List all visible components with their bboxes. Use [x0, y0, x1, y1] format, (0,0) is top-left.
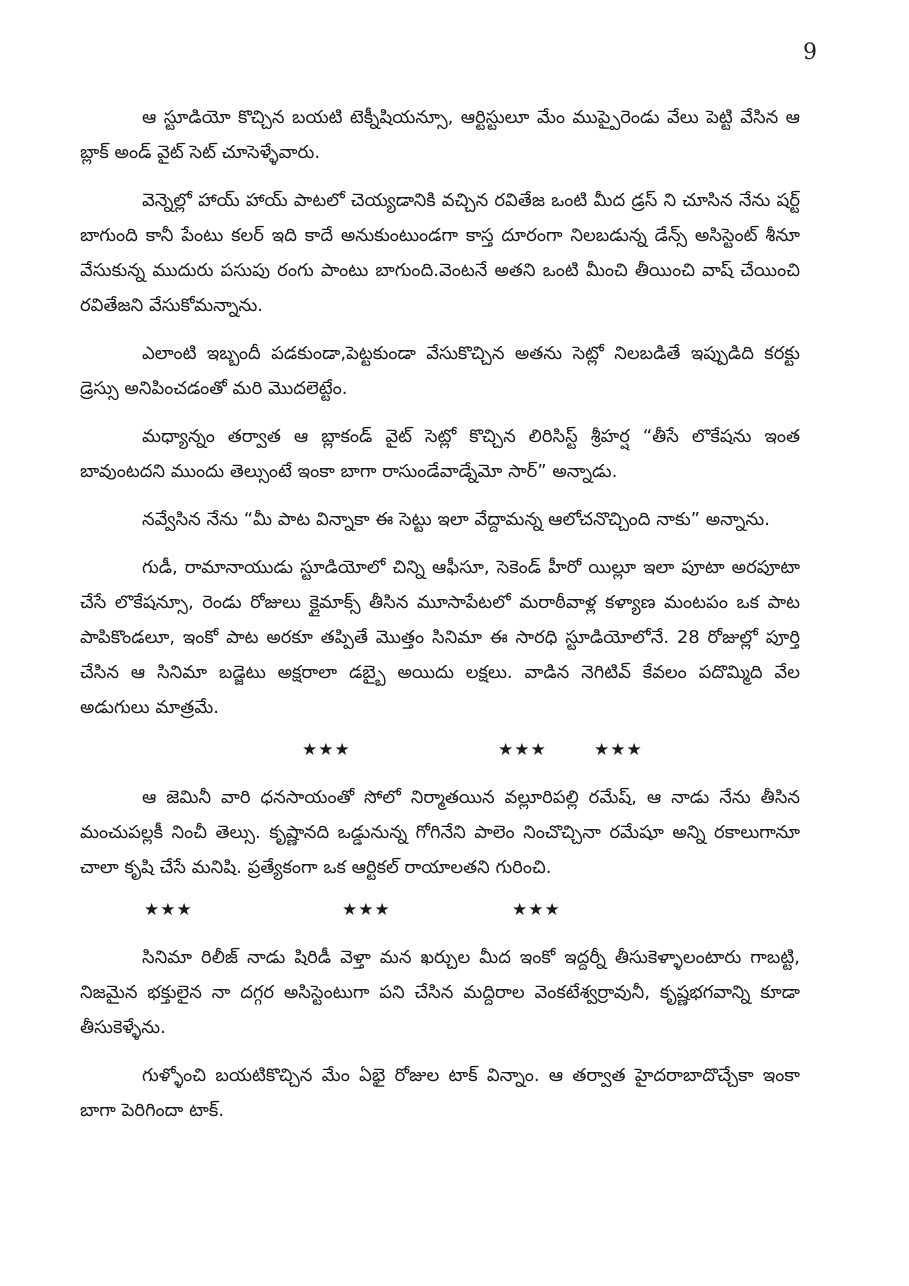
paragraph-2: వెన్నెల్లో హాయ్ హాయ్ పాటలో చెయ్యడానికి వచ్చిన రవితేజ ఒంటి మీద డ్రస్ ని చూసిన నేను షర్ట్ బాగుంది కానీ పేంటు కలర్ ఇది కాదే అనుకుంటుండగా కాస్త దూరంగా నిలబడున్న డేన్స్ అసిస్టెంట్ శీనూ వేసుకున్న ముదురు పసుపు రంగు పాంటు బాగుంది.వెంటనే అతని ఒంటి మీంచి తీయించి వాష్ చేయించి రవితేజని వేసుకోమన్నాను.: [80, 190, 800, 316]
separator-stars: ★★★: [144, 900, 193, 920]
separator-stars: ★★★: [302, 740, 351, 760]
paragraph-1: ఆ స్టూడియో కొచ్చిన బయటి టెక్నీషియన్సూ, ఆర్టిస్టులూ మేం ముప్పైరెండు వేలు పెట్టి వేసిన ఆ బ్లాక్ అండ్ వైట్ సెట్ చూసెళ్ళేవారు.: [80, 107, 800, 163]
paragraph-9: గుళ్ళోంచి బయటికొచ్చిన మేం ఏభై రోజుల టాక్ విన్నాం. ఆ తర్వాత హైదరాబాదొచ్చేకా ఇంకా బాగా పెరిగిందా టాక్.: [80, 1065, 800, 1121]
separator-stars: ★★★: [512, 900, 561, 920]
separator-stars: ★★★: [498, 740, 547, 760]
section-separator-2: [80, 898, 800, 930]
paragraph-5: నవ్వేసిన నేను “మీ పాట విన్నాకా ఈ సెట్టు ఇలా వేద్దామన్న ఆలోచనొచ్చింది నాకు” అన్నాను.: [142, 509, 770, 530]
paragraph-4: మధ్యాన్నం తర్వాత ఆ బ్లాకండ్ వైట్ సెట్లో కొచ్చిన లిరిసిస్ట్ శ్రీహర్ష “తీసే లొకేషను ఇంత బావుంటదని ముందు తెల్సుంటే ఇంకా బాగా రాసుండేవాడ్నేమో సార్” అన్నాడు.: [80, 426, 800, 482]
separator-stars: ★★★: [594, 740, 643, 760]
paragraph-6: గుడీ, రామానాయుడు స్టూడియోలో చిన్ని ఆఫీసూ, సెకెండ్ హీరో యిల్లూ ఇలా పూటా అరపూటా చేసే లొకేషన్సూ, రెండు రోజులు క్లైమాక్స్ తీసిన మూసాపేటలో మరాఠీవాళ్ల కళ్యాణ మంటపం ఒక పాట పాపికొండలూ, ఇంకో పాట అరకూ తప్పితే మొత్తం సినిమా ఈ సారధి స్టూడియోలోనే. 28 రోజుల్లో పూర్తి చేసిన ఆ సినిమా బడ్జెటు అక్షరాలా డబ్బై అయిదు లక్షలు. వాడిన నెగిటివ్ కేవలం పదొమ్మిది వేల అడుగులు మాత్రమే.: [80, 557, 800, 718]
page-number: 9: [803, 40, 817, 65]
section-separator-1: [80, 738, 800, 770]
page-body: [80, 100, 800, 1141]
separator-stars: ★★★: [342, 900, 391, 920]
paragraph-7: ఆ జెమినీ వారి ధనసాయంతో సోలో నిర్మాతయిన వల్లూరిపల్లి రమేష్, ఆ నాడు నేను తీసిన మంచుపల్లకీ నించీ తెల్సు. కృష్ణానది ఒడ్డునున్న గోగినేని పాలెం నించొచ్చినా రమేషూ అన్ని రకాలుగానూ చాలా కృషి చేసే మనిషి. ప్రత్యేకంగా ఒక ఆర్టికల్ రాయాలతని గురించి.: [80, 787, 800, 878]
paragraph-3: ఎలాంటి ఇబ్బందీ పడకుండా,పెట్టకుండా వేసుకొచ్చిన అతను సెట్లో నిలబడితే ఇప్పుడిది కరక్టు డ్రెస్సు అనిపించడంతో మరి మొదలెట్టేం.: [80, 343, 800, 399]
paragraph-8: సినిమా రిలీజ్ నాడు షిరిడీ వెళ్తా మన ఖర్చుల మీద ఇంకో ఇద్దర్నీ తీసుకెళ్ళాలంటారు గాబట్టి, నిజమైన భక్తులైన నా దగ్గర అసిస్టెంటుగా పని చేసిన మద్దిరాల వెంకటేశ్వర్రావునీ, కృష్ణభగవాన్ని కూడా తీసుకెళ్ళేను.: [80, 947, 800, 1038]
